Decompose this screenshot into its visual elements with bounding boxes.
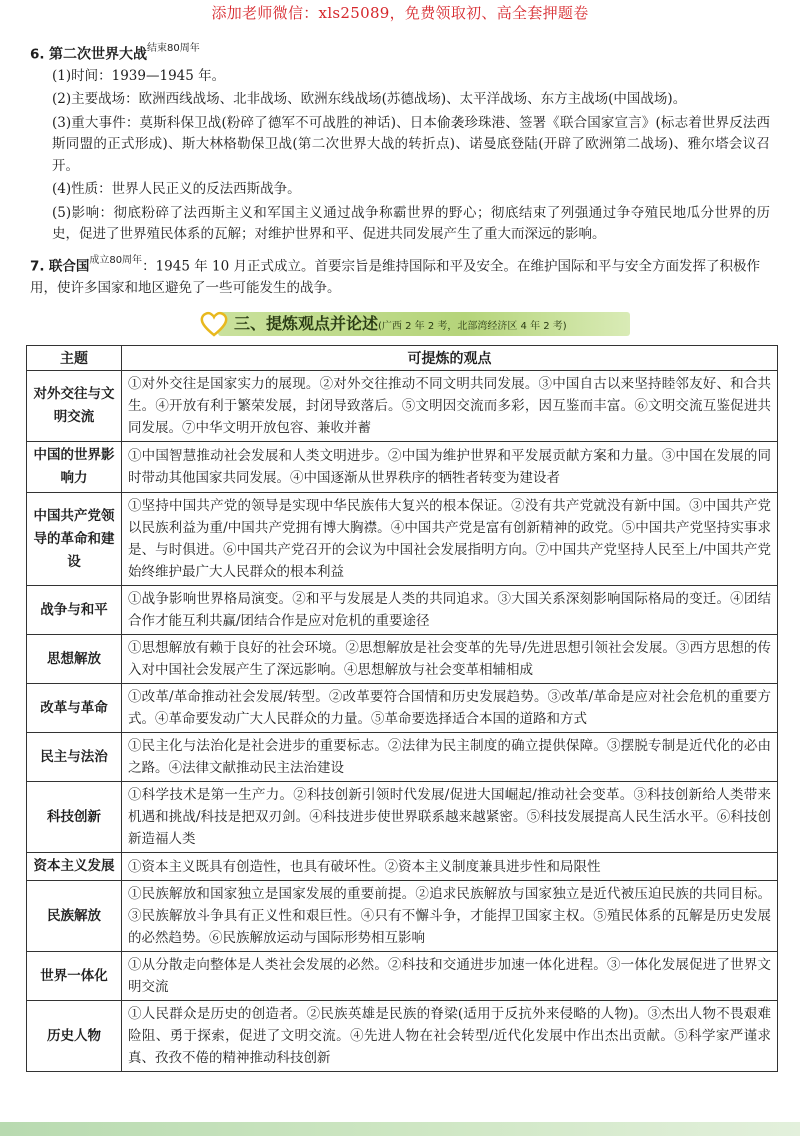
- row-topic: 对外交往与文明交流: [27, 371, 122, 442]
- row-view: ①战争影响世界格局演变。②和平与发展是人类的共同追求。③大国关系深刻影响国际格局的变迁。④团结合作才能互利共赢/团结合作是应对危机的重要途径: [122, 586, 778, 635]
- item-6-number: 6.: [30, 46, 45, 63]
- section-subtitle: (广西 2 年 2 考，北部湾经济区 4 年 2 考): [378, 321, 567, 333]
- row-view: ①民主化与法治化是社会进步的重要标志。②法律为民主制度的确立提供保障。③摆脱专制是近代化的必由之路。④法律文献推动民主法治建设: [122, 733, 778, 782]
- row-topic: 科技创新: [27, 782, 122, 853]
- row-topic: 战争与和平: [27, 586, 122, 635]
- column-header-view: 可提炼的观点: [122, 346, 778, 371]
- table-header-row: [27, 346, 778, 371]
- row-view: ①中国智慧推动社会发展和人类文明进步。②中国为维护世界和平发展贡献方案和力量。③中国在发展的同时带动其他国家共同发展。④中国逐渐从世界秩序的牺牲者转变为建设者: [122, 442, 778, 493]
- table-row: [27, 952, 778, 1001]
- row-view: ①坚持中国共产党的领导是实现中华民族伟大复兴的根本保证。②没有共产党就没有新中国。③中国共产党以民族利益为重/中国共产党拥有博大胸襟。④中国共产党是富有创新精神的政党。⑤中国共产党坚持实事求是、与时俱进。⑥中国共产党召开的会议为中国社会发展指明方向。⑦中国共产党坚持人民至上/中国共产党始终维护最广大人民群众的根本利益: [122, 493, 778, 586]
- item-6-para: (2)主要战场：欧洲西线战场、北非战场、欧洲东线战场(苏德战场)、太平洋战场、东方主战场(中国战场)。: [52, 91, 687, 108]
- table-row: [27, 684, 778, 733]
- item-6-para: (5)影响：彻底粉碎了法西斯主义和军国主义通过战争称霸世界的野心；彻底结束了列强通过争夺殖民地瓜分世界的历史，促进了世界殖民体系的瓦解；对维护世界和平、促进共同发展产生了重大而深远的影响。: [52, 204, 770, 243]
- item-7-number: 7.: [30, 258, 45, 275]
- item-7: [30, 252, 770, 300]
- table-row: [27, 1001, 778, 1072]
- row-topic: 世界一体化: [27, 952, 122, 1001]
- row-view: ①人民群众是历史的创造者。②民族英雄是民族的脊梁(适用于反抗外来侵略的人物)。③杰出人物不畏艰难险阻、勇于探索，促进了文明交流。④先进人物在社会转型/近代化发展中作出杰出贡献。⑤科学家严谨求真、孜孜不倦的精神推动科技创新: [122, 1001, 778, 1072]
- table-row: [27, 782, 778, 853]
- table-row: [27, 586, 778, 635]
- item-6-para: (3)重大事件：莫斯科保卫战(粉碎了德军不可战胜的神话)、日本偷袭珍珠港、签署《联合国家宣言》(标志着世界反法西斯同盟的正式形成)、斯大林格勒保卫战(第二次世界大战的转折点)、诺曼底登陆(开辟了欧洲第二战场)、雅尔塔会议召开。: [52, 114, 770, 174]
- table-row: [27, 493, 778, 586]
- table-row: [27, 881, 778, 952]
- item-7-text: ：1945 年 10 月正式成立。首要宗旨是维持国际和平及安全。在维护国际和平与安全方面发挥了积极作用，使许多国家和地区避免了一些可能发生的战争。: [30, 258, 760, 296]
- item-6-title: [30, 40, 770, 66]
- row-topic: 思想解放: [27, 635, 122, 684]
- promo-header: 添加老师微信：xls25089，免费领取初、高全套押题卷: [211, 4, 589, 22]
- section-title-text: 三、提炼观点并论述: [234, 314, 379, 334]
- row-view: ①思想解放有赖于良好的社会环境。②思想解放是社会变革的先导/先进思想引领社会发展。③西方思想的传入对中国社会发展产生了深远影响。④思想解放与社会变革相辅相成: [122, 635, 778, 684]
- item-6-para: (1)时间：1939—1945 年。: [52, 67, 226, 84]
- row-topic: 资本主义发展: [27, 853, 122, 881]
- table-row: [27, 371, 778, 442]
- footer-strip: [0, 1122, 800, 1136]
- row-view: ①资本主义既具有创造性，也具有破坏性。②资本主义制度兼具进步性和局限性: [122, 853, 778, 881]
- row-view: ①科学技术是第一生产力。②科技创新引领时代发展/促进大国崛起/推动社会变革。③科技创新给人类带来机遇和挑战/科技是把双刃剑。④科技进步使世界联系越来越紧密。⑤科技发展提高人民生活水平。⑥科技创新造福人类: [122, 782, 778, 853]
- table-row: [27, 853, 778, 881]
- page-content: [30, 40, 770, 1072]
- item-7-heading: 联合国: [48, 258, 90, 275]
- row-view: ①对外交往是国家实力的展现。②对外交往推动不同文明共同发展。③中国自古以来坚持睦邻友好、和合共生。④开放有利于繁荣发展，封闭导致落后。⑤文明因交流而多彩，因互鉴而丰富。⑥文明交流互鉴促进共同发展。⑦中华文明开放包容、兼收并蓄: [122, 371, 778, 442]
- item-6-para: (4)性质：世界人民正义的反法西斯战争。: [52, 181, 301, 198]
- column-header-topic: 主题: [27, 346, 122, 371]
- row-topic: 民主与法治: [27, 733, 122, 782]
- heart-icon: [200, 311, 228, 337]
- table-row: [27, 442, 778, 493]
- item-6-note: 结束80周年: [146, 43, 200, 54]
- row-topic: 历史人物: [27, 1001, 122, 1072]
- viewpoints-table: [26, 345, 778, 1072]
- row-topic: 民族解放: [27, 881, 122, 952]
- row-view: ①民族解放和国家独立是国家发展的重要前提。②追求民族解放与国家独立是近代被压迫民族的共同目标。③民族解放斗争具有正义性和艰巨性。④只有不懈斗争，才能捍卫国家主权。⑤殖民体系的瓦解是历史发展的必然趋势。⑥民族解放运动与国际形势相互影响: [122, 881, 778, 952]
- row-topic: 中国共产党领导的革命和建设: [27, 493, 122, 586]
- row-topic: 改革与革命: [27, 684, 122, 733]
- item-6-heading: 第二次世界大战: [48, 46, 147, 63]
- section-banner: [170, 309, 630, 339]
- table-row: [27, 635, 778, 684]
- table-row: [27, 733, 778, 782]
- row-view: ①改革/革命推动社会发展/转型。②改革要符合国情和历史发展趋势。③改革/革命是应对社会危机的重要方式。④革命要发动广大人民群众的力量。⑤革命要选择适合本国的道路和方式: [122, 684, 778, 733]
- item-7-note: 成立80周年: [89, 254, 143, 266]
- row-topic: 中国的世界影响力: [27, 442, 122, 493]
- row-view: ①从分散走向整体是人类社会发展的必然。②科技和交通进步加速一体化进程。③一体化发展促进了世界文明交流: [122, 952, 778, 1001]
- section-title: [234, 312, 567, 336]
